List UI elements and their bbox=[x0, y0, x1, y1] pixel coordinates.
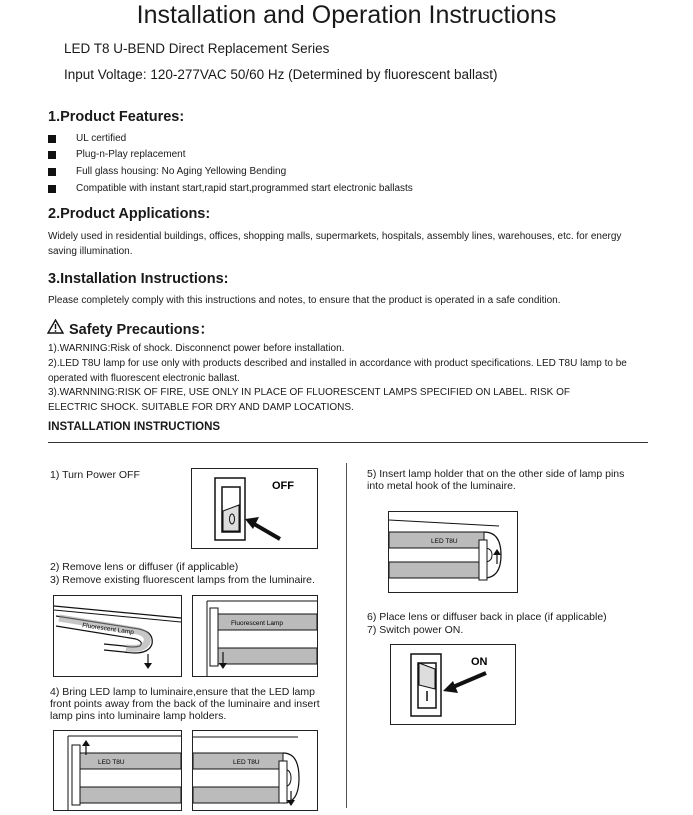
switch-on-figure bbox=[390, 644, 516, 725]
feature-item: UL certified bbox=[76, 133, 127, 144]
wall-switch-icon bbox=[411, 654, 441, 716]
safety-warning-1: 1).WARNING:Risk of shock. Disconnenct power before installation. bbox=[48, 343, 345, 354]
section-divider bbox=[48, 442, 648, 443]
warning-triangle-icon bbox=[47, 319, 64, 334]
applications-heading: 2.Product Applications: bbox=[48, 206, 211, 222]
feature-item: Full glass housing: No Aging Yellowing Bending bbox=[76, 166, 287, 177]
step-3-text: 3) Remove existing fluorescent lamps from the luminaire. bbox=[50, 574, 315, 586]
safety-warning-2: 2).LED T8U lamp for use only with products described and installed in accordance with product specifications. LED T8U lamp to be operated with fluorescent electronic ballast. bbox=[48, 358, 627, 384]
column-divider bbox=[346, 463, 347, 808]
safety-heading: Safety Precautions： bbox=[69, 322, 215, 338]
on-label: ON bbox=[471, 656, 488, 668]
product-series: LED T8 U-BEND Direct Replacement Series bbox=[64, 41, 330, 56]
insert-holder-figure bbox=[388, 511, 518, 593]
wall-switch-icon bbox=[215, 478, 245, 540]
step-6-text: 6) Place lens or diffuser back in place (if applicable) bbox=[367, 611, 607, 623]
installation-heading: 3.Installation Instructions: bbox=[48, 271, 229, 287]
switch-off-figure bbox=[191, 468, 318, 549]
fluorescent-label: Fluorescent Lamp bbox=[231, 620, 284, 627]
step-2-text: 2) Remove lens or diffuser (if applicable) bbox=[50, 561, 239, 573]
page-title: Installation and Operation Instructions bbox=[136, 1, 557, 29]
step-7-text: 7) Switch power ON. bbox=[367, 624, 464, 636]
applications-text: Widely used in residential buildings, offices, shopping malls, supermarkets, hospitals, assembly lines, warehouses, etc. for energy saving illumination. bbox=[48, 231, 622, 257]
bullet-icon bbox=[48, 185, 56, 193]
feature-item: Compatible with instant start,rapid start,programmed start electronic ballasts bbox=[76, 183, 413, 194]
remove-lamp-figure-1 bbox=[53, 595, 182, 677]
installation-text: Please completely comply with this instructions and notes, to ensure that the product is operated in a safe condition. bbox=[48, 295, 561, 306]
arrow-icon bbox=[245, 517, 280, 539]
remove-lamp-figure-2 bbox=[192, 595, 318, 677]
insert-led-figure-2 bbox=[192, 730, 318, 811]
off-label: OFF bbox=[272, 480, 294, 492]
led-label: LED T8U bbox=[98, 759, 125, 766]
step-5-text: 5) Insert lamp holder that on the other side of lamp pins into metal hook of the luminaire. bbox=[367, 468, 625, 492]
bullet-icon bbox=[48, 135, 56, 143]
led-label: LED T8U bbox=[233, 759, 260, 766]
input-voltage: Input Voltage: 120-277VAC 50/60 Hz (Determined by fluorescent ballast) bbox=[64, 67, 498, 82]
step-4-text: 4) Bring LED lamp to luminaire,ensure that the LED lamp front points away from the back of the luminaire and insert lamp pins into luminaire lamp holders. bbox=[50, 686, 320, 722]
features-heading: 1.Product Features: bbox=[48, 109, 185, 125]
bullet-icon bbox=[48, 151, 56, 159]
safety-warning-3: 3).WARNNING:RISK OF FIRE, USE ONLY IN PLACE OF FLUORESCENT LAMPS SPECIFIED ON LABEL. RISK OF ELECTRIC SHOCK. SUITABLE FOR DRY AND DAMP LOCATIONS. bbox=[48, 387, 570, 413]
fluorescent-label: Fluorescent Lamp bbox=[81, 622, 135, 637]
insert-led-figure-1 bbox=[53, 730, 182, 811]
led-label: LED T8U bbox=[431, 538, 458, 545]
step-1-text: 1) Turn Power OFF bbox=[50, 469, 140, 481]
bullet-icon bbox=[48, 168, 56, 176]
feature-item: Plug-n-Play replacement bbox=[76, 149, 186, 160]
install-section-heading: INSTALLATION INSTRUCTIONS bbox=[48, 421, 221, 433]
arrow-icon bbox=[443, 673, 486, 693]
